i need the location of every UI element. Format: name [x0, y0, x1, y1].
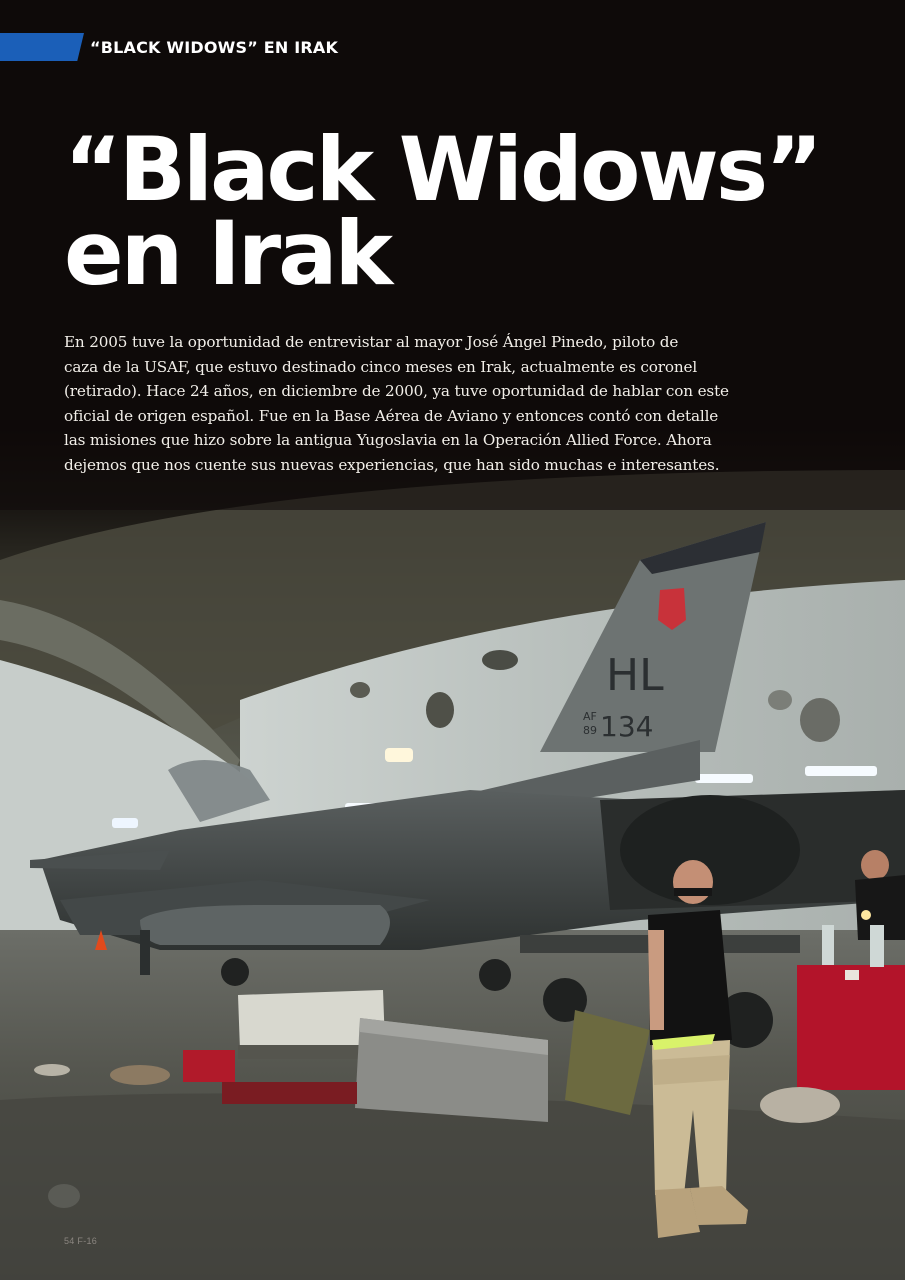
lede-line: oficial de origen español. Fue en la Base Aérea de Aviano y entonces contó con detalle [64, 406, 719, 425]
serial-number-text: 134 [600, 710, 654, 743]
serial-prefix-text: AF [583, 710, 597, 723]
lede-line: dejemos que nos cuente sus nuevas experiencias, que han sido muchas e interesantes. [64, 455, 720, 474]
article-title [64, 118, 864, 305]
article-title-line-2: en Irak [64, 202, 391, 305]
tail-code-text: HL [606, 650, 664, 701]
lede-line: En 2005 tuve la oportunidad de entrevistar al mayor José Ángel Pinedo, piloto de [64, 333, 679, 351]
lede-line: (retirado). Hace 24 años, en diciembre de 2000, ya tuve oportunidad de hablar con este [64, 382, 729, 400]
lede-line: las misiones que hizo sobre la antigua Yugoslavia en la Operación Allied Force. Ahora [64, 431, 712, 449]
article-lede [64, 330, 794, 477]
page-folio: 54 F-16 [64, 1236, 98, 1246]
section-tag: “BLACK WIDOWS” EN IRAK [90, 38, 339, 57]
lede-line: caza de la USAF, que estuvo destinado cinco meses en Irak, actualmente es coronel [64, 357, 698, 376]
serial-year-text: 89 [583, 724, 597, 737]
section-tag-accent [0, 33, 84, 61]
article-title-line-1: “Black Widows” [64, 118, 820, 221]
